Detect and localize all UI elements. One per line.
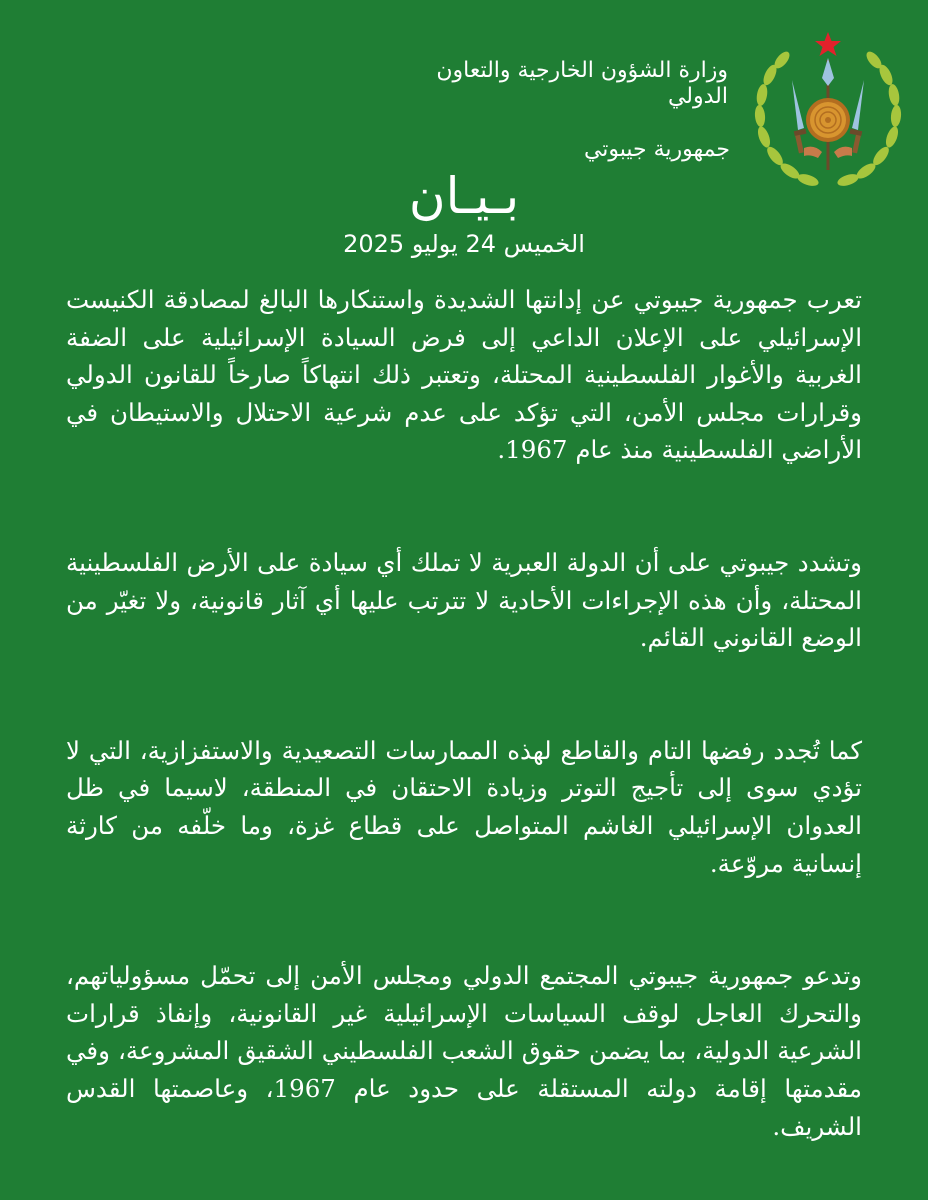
ministry-name (398, 58, 728, 110)
statement-body (66, 281, 862, 1145)
ministry-name-line1: وزارة الشؤون الخارجية والتعاون (436, 58, 728, 83)
paragraph-3: كما تُجدد رفضها التام والقاطع لهذه الممارسات التصعيدية والاستفزازية، التي لا تؤدي سوى إلى تأجيج التوتر وزيادة الاحتقان في المنطقة، لاسيما في ظل العدوان الإسرائيلي الغاشم المتواصل على قطاع غزة، وما خلّفه من كارثة إنسانية مروّعة. (66, 735, 862, 878)
ministry-name-line2: الدولي (667, 84, 728, 109)
shield-icon (806, 98, 850, 142)
statement-date: الخميس 24 يوليو 2025 (343, 230, 585, 258)
statement-title: بـيـان (408, 167, 520, 225)
paragraph-1: تعرب جمهورية جيبوتي عن إدانتها الشديدة واستنكارها البالغ لمصادقة الكنيست الإسرائيلي على الإعلان الداعي إلى فرض السيادة الإسرائيلية على الضفة الغربية والأغوار الفلسطينية المحتلة، وتعتبر ذلك انتهاكاً صارخاً للقانون الدولي وقرارات مجلس الأمن، التي تؤكد على عدم شرعية الاحتلال والاستيطان في الأراضي الفلسطينية منذ عام 1967. (66, 285, 862, 465)
paragraph-4: وتدعو جمهورية جيبوتي المجتمع الدولي ومجلس الأمن إلى تحمّل مسؤولياتهم، والتحرك العاجل لوقف السياسات الإسرائيلية غير القانونية، وإنفاذ قرارات الشرعية الدولية، بما يضمن حقوق الشعب الفلسطيني الشقيق المشروعة، وفي مقدمتها إقامة دولته المستقلة على حدود عام 1967، وعاصمتها القدس الشريف. (66, 961, 863, 1141)
red-star-icon (815, 32, 841, 56)
dagger-right-icon (850, 80, 864, 153)
paragraph-2: وتشدد جيبوتي على أن الدولة العبرية لا تملك أي سيادة على الأرض الفلسطينية المحتلة، وأن هذه الإجراءات الأحادية لا تترتب عليها أي آثار قانونية، ولا تغيّر من الوضع القانوني القائم. (66, 547, 862, 653)
dagger-left-icon (792, 80, 806, 153)
republic-name: جمهورية جيبوتي (583, 137, 730, 162)
